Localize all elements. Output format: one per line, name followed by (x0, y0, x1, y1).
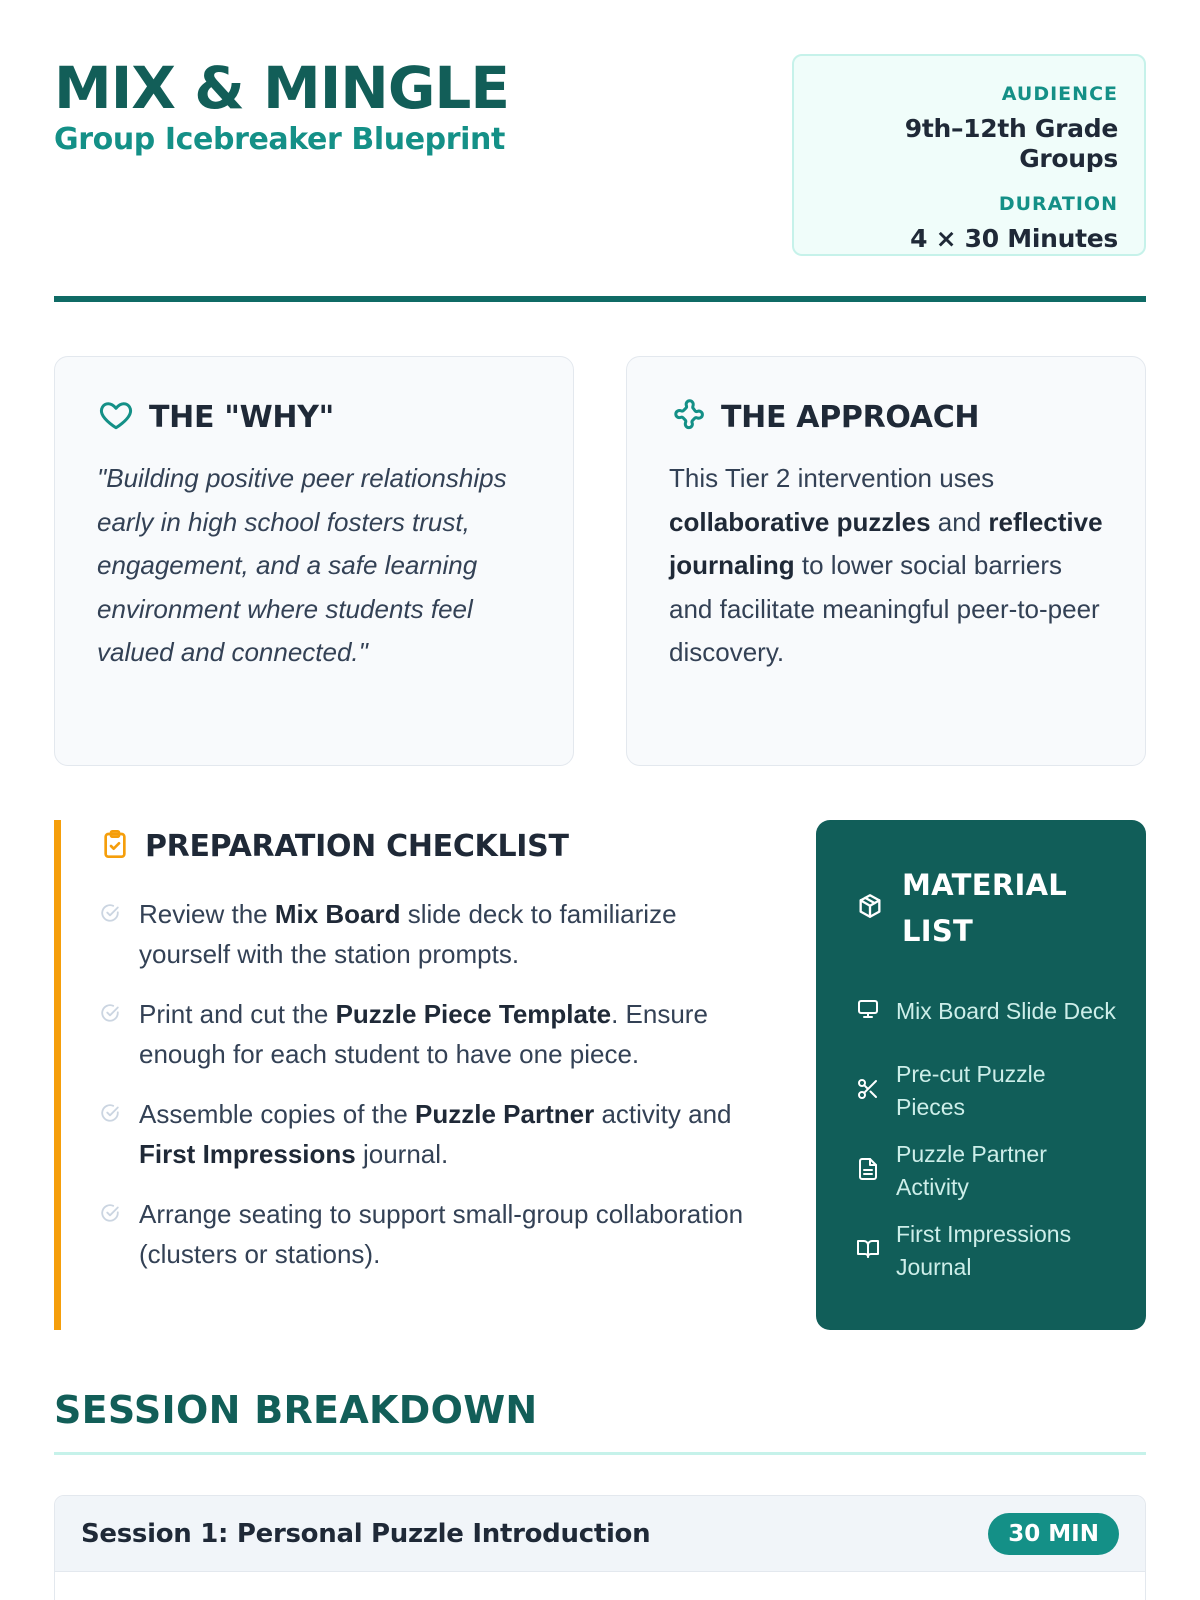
checklist-item (99, 994, 754, 1074)
material-items (856, 978, 1116, 1284)
duration-label: DURATION (998, 193, 1118, 215)
material-item-label: First Impressions Journal (896, 1221, 1072, 1280)
checklist-item-2-bold-1: Puzzle Partner (415, 1099, 595, 1129)
why-card-title: THE "WHY" (149, 399, 334, 435)
checklist-item-2-text-4: journal. (355, 1139, 449, 1169)
checklist-header (99, 828, 754, 864)
book-open-icon (856, 1237, 880, 1266)
preparation-checklist (54, 820, 754, 1330)
checklist-item-2-bold-3: First Impressions (139, 1139, 356, 1169)
document-icon (856, 1157, 880, 1186)
check-circle-icon (99, 1102, 121, 1129)
approach-text-0: This Tier 2 intervention uses (669, 463, 995, 493)
checklist-item (99, 894, 754, 974)
preparation-section (54, 820, 1146, 1330)
check-circle-icon (99, 1002, 121, 1029)
header (54, 54, 1146, 256)
session-breakdown-heading: SESSION BREAKDOWN (54, 1388, 538, 1432)
check-circle-icon (99, 1202, 121, 1229)
check-circle-icon (99, 902, 121, 929)
why-quote: "Building positive peer relationships early in high school fosters trust, engagement, and a safe learning environment where students feel valued and connected." (97, 463, 507, 667)
approach-card-title: THE APPROACH (721, 399, 980, 435)
material-list-title: MATERIAL LIST (902, 868, 1068, 948)
material-item-label: Pre-cut Puzzle Pieces (896, 1061, 1046, 1120)
checklist-item-0-bold-1: Mix Board (274, 899, 401, 929)
checklist-item-0-text-2: slide deck to familiarize yourself with the station prompts. (139, 899, 677, 969)
session-card-body (55, 1572, 1145, 1600)
session-card (54, 1495, 1146, 1600)
material-item (856, 1138, 1116, 1204)
audience-label: AUDIENCE (1001, 83, 1118, 105)
checklist-item-1-text-0: Print and cut the (139, 999, 336, 1029)
material-list-header (856, 862, 1116, 954)
heart-icon (97, 397, 135, 438)
session-divider (54, 1452, 1146, 1455)
session-title: Session 1: Personal Puzzle Introduction (81, 1518, 651, 1549)
checklist-item-3-text-0: Arrange seating to support small-group collaboration (clusters or stations). (139, 1199, 744, 1269)
box-icon (856, 892, 884, 925)
material-item (856, 1058, 1116, 1124)
checklist-item-1-text-2: . Ensure enough for each student to have one piece. (139, 999, 708, 1069)
page-title: MIX & MINGLE (54, 54, 510, 122)
checklist-item-text (139, 994, 754, 1074)
material-item-label: Mix Board Slide Deck (896, 997, 1116, 1024)
audience-value: 9th–12th Grade Groups (904, 114, 1118, 173)
checklist-item-2-text-0: Assemble copies of the (139, 1099, 416, 1129)
intro-cards (54, 356, 1146, 766)
session-duration-badge: 30 MIN (988, 1513, 1119, 1555)
checklist-item-text (139, 894, 754, 974)
puzzle-icon (669, 396, 707, 439)
checklist-item-text (139, 1194, 754, 1274)
scissors-icon (856, 1077, 880, 1106)
approach-card-header (669, 399, 1103, 435)
checklist-item-1-bold-1: Puzzle Piece Template (335, 999, 612, 1029)
session-card-header (55, 1496, 1145, 1572)
material-list (816, 820, 1146, 1330)
material-item (856, 978, 1116, 1044)
clipboard-check-icon (99, 827, 131, 866)
approach-text-4: to lower social barriers and facilitate meaningful peer-to-peer discovery. (669, 550, 1100, 667)
material-item (856, 1218, 1116, 1284)
checklist-item-2-text-2: activity and (594, 1099, 732, 1129)
approach-card (626, 356, 1146, 766)
meta-box (792, 54, 1146, 256)
title-block (54, 54, 509, 157)
why-card-header (97, 399, 531, 435)
header-divider (54, 296, 1146, 302)
checklist-items (99, 894, 754, 1274)
checklist-item (99, 1194, 754, 1274)
why-card (54, 356, 574, 766)
approach-text (669, 457, 1103, 675)
duration-value: 4 × 30 Minutes (910, 224, 1118, 253)
approach-bold-1: collaborative puzzles (669, 506, 931, 537)
checklist-item-0-text-0: Review the (139, 899, 275, 929)
checklist-title: PREPARATION CHECKLIST (145, 828, 569, 864)
checklist-item (99, 1094, 754, 1174)
checklist-item-text (139, 1094, 754, 1174)
material-item-label: Puzzle Partner Activity (896, 1141, 1047, 1200)
page-subtitle: Group Icebreaker Blueprint (54, 122, 505, 157)
approach-bold-3: reflective journaling (669, 506, 1103, 580)
approach-text-2: and (930, 506, 989, 537)
monitor-icon (856, 997, 880, 1026)
